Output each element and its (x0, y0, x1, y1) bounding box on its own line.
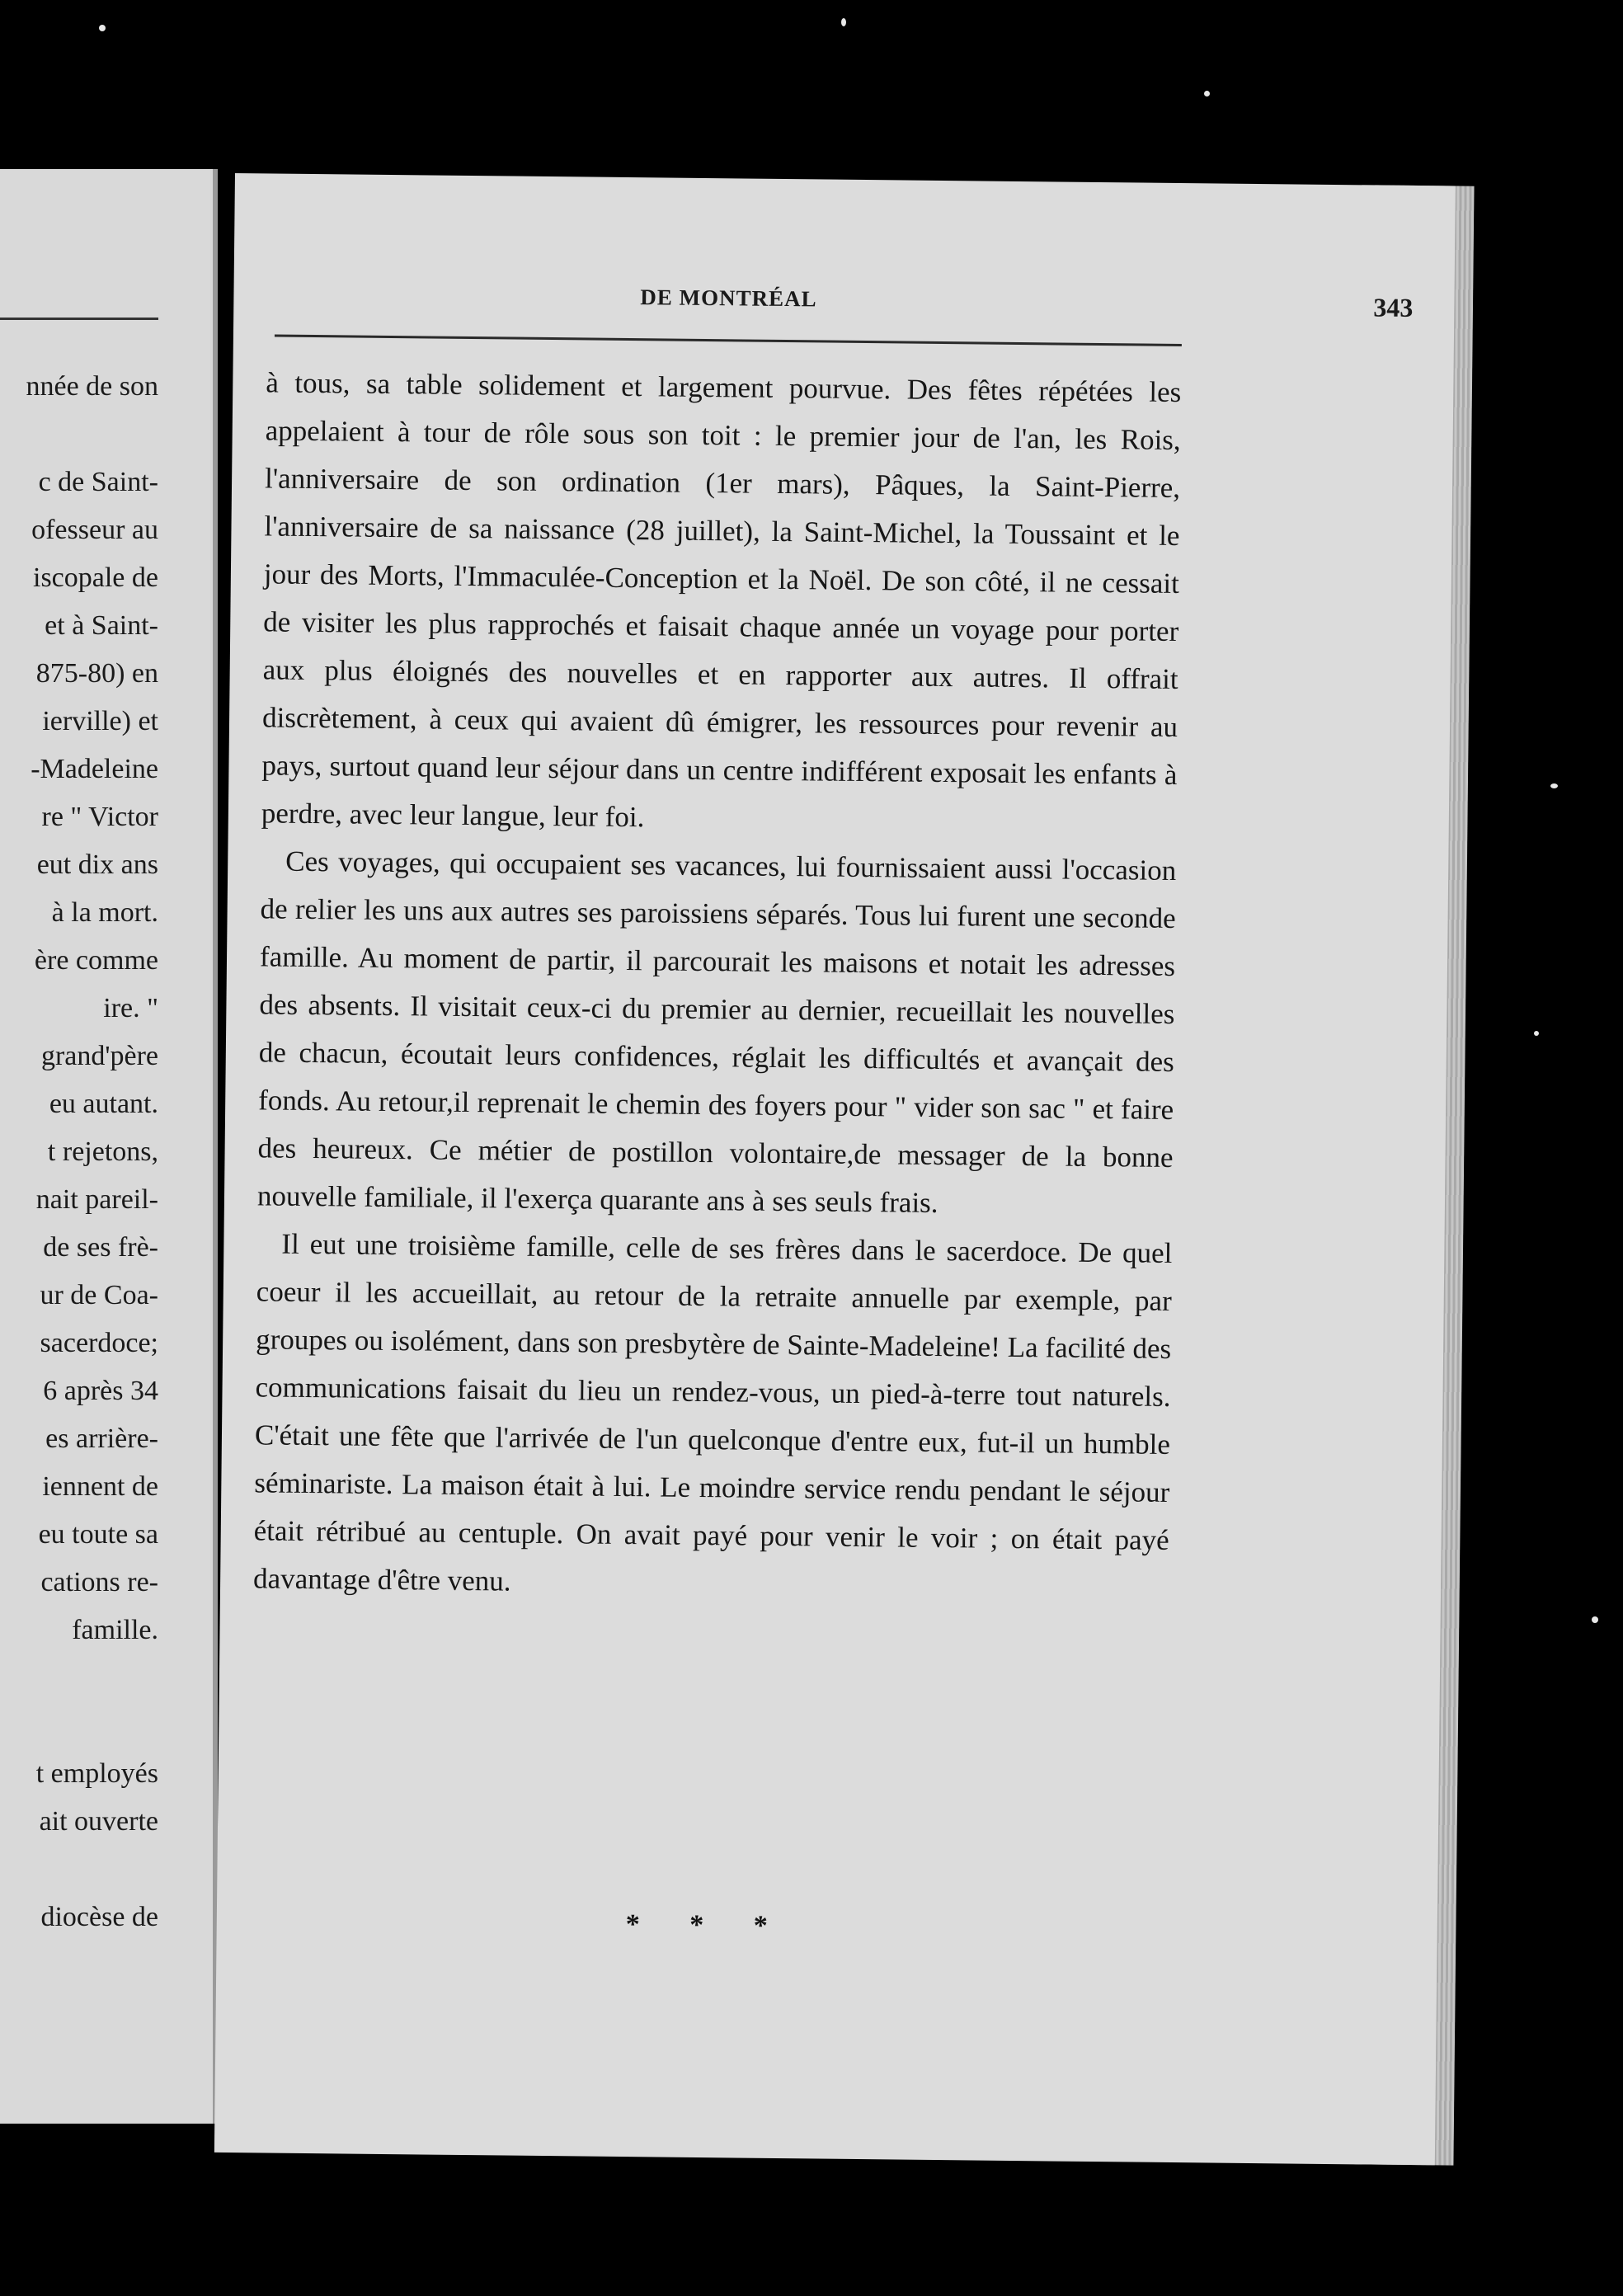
left-line: nait pareil- (35, 1184, 158, 1215)
left-line: cations re- (40, 1567, 158, 1597)
left-line: grand'père (40, 1041, 158, 1071)
left-line: ère comme (34, 945, 158, 976)
running-head (275, 281, 1413, 334)
left-line: iennent de (42, 1471, 158, 1502)
header-rule (275, 335, 1182, 347)
left-line (0, 411, 158, 459)
left-line: c de Saint- (38, 467, 158, 497)
left-line: ait ouverte (39, 1806, 158, 1837)
left-line: eu toute sa (38, 1519, 158, 1550)
left-line: es arrière- (45, 1423, 158, 1454)
left-header-rule (0, 318, 158, 320)
left-line: ofesseur au (31, 515, 158, 545)
dust-speck (841, 18, 846, 26)
dust-speck (1592, 1616, 1598, 1623)
left-line: ierville) et (42, 706, 158, 736)
left-line: à la mort. (51, 897, 158, 928)
left-page-text (0, 363, 158, 1941)
left-line: ur de Coa- (40, 1280, 158, 1310)
right-page (214, 173, 1456, 2165)
left-line: eu autant. (49, 1089, 158, 1119)
left-page (0, 169, 218, 2124)
paragraph: à tous, sa table solidement et largement pourvue. Des fêtes répétées les appelaient à tour de rôle sous son toit : le premier jour de l'an, les Rois, l'anniversaire de son ordination (1er mars), Pâques, la Saint-Pierre, l'anniversaire de sa naissance (28 juillet), la Saint-Michel, la Toussaint et le jour des Morts, l'Immaculée-Conception et la Noël. De son côté, il ne cessait de visiter les plus rapprochés et faisait chaque année un voyage pour porter aux plus éloignés des nouvelles et en rapporter aux autres. Il offrait discrètement, à ceux qui avaient dû émigrer, les ressources pour revenir au pays, surtout quand leur séjour dans un centre indifférent exposait les enfants à perdre, avec leur langue, leur foi. (261, 366, 1182, 834)
left-line: famille. (72, 1615, 158, 1645)
left-line: t rejetons, (47, 1136, 158, 1167)
paragraph: Il eut une troisième famille, celle de ses frères dans le sacerdoce. De quel coeur il les accueillait, au retour de la retraite annuelle par exemple, par groupes ou isolément, dans son presbytère de Sainte-Madeleine! La facilité des communications faisait du lieu un rendez-vous, un pied-à-terre tout naturels. C'était une fête que l'arrivée de l'un quelconque d'entre eux, fut-il un humble séminariste. La maison était à lui. Le moindre service rendu pendant le séjour était rétribué au centuple. On avait payé pour venir le voir ; on était payé davantage d'être venu. (252, 1227, 1173, 1597)
left-line: ire. " (103, 993, 158, 1023)
left-line: sacerdoce; (40, 1328, 158, 1358)
left-line: 6 après 34 (43, 1376, 158, 1406)
left-section-gap (0, 1654, 158, 1750)
dust-speck (1204, 91, 1210, 96)
left-line: re " Victor (41, 802, 158, 832)
left-line: de ses frè- (43, 1232, 158, 1263)
left-line: iscopale de (33, 562, 158, 593)
running-title: DE MONTRÉAL (640, 285, 817, 312)
left-line: nnée de son (26, 371, 158, 402)
left-line: eut dix ans (36, 849, 158, 880)
dust-speck (1534, 1031, 1539, 1036)
dust-speck (1550, 783, 1558, 788)
body-text (253, 359, 1182, 1612)
left-section-gap (0, 1846, 158, 1894)
left-line: diocèse de (40, 1902, 158, 1932)
page-number: 343 (1373, 292, 1414, 322)
left-line: t employés (35, 1758, 158, 1789)
left-line: 875-80) en (35, 658, 158, 689)
dust-speck (99, 25, 106, 31)
left-line: -Madeleine (31, 754, 158, 784)
section-ornament: * * * (625, 1909, 789, 1942)
left-line: et à Saint- (45, 610, 158, 641)
paragraph: Ces voyages, qui occupaient ses vacances, lui fournissaient aussi l'occasion de relier les uns aux autres ses paroissiens séparés. Tous lui furent une seconde famille. Au moment de partir, il parcourait les maisons et notait les adresses des absents. Il visitait ceux-ci du premier au dernier, recueillait les nouvelles de chacun, écoutait leurs confidences, réglait les difficultés et avançait des fonds. Au retour,il reprenait le chemin des foyers pour " vider son sac " et faire des heureux. Ce métier de postillon volontaire,de messager de la bonne nouvelle familiale, il l'exerça quarante ans à ses seuls frais. (256, 845, 1177, 1219)
